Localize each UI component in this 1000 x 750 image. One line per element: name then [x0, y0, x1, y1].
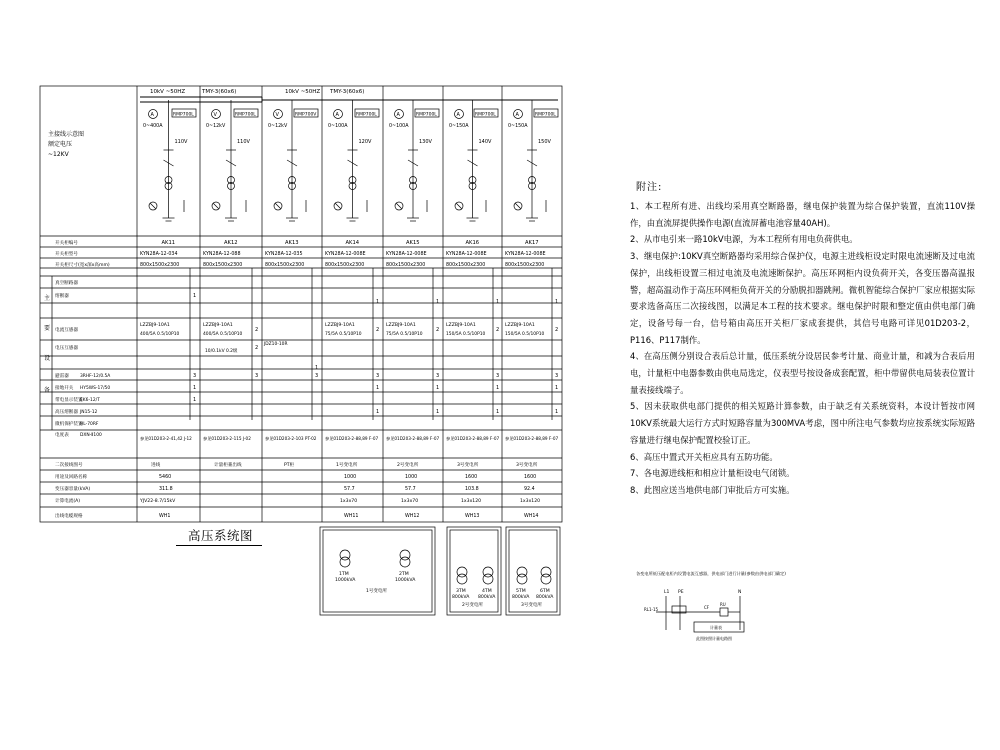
transformer-capacity: 800kVA — [452, 595, 470, 600]
quantity-mark: 3 — [315, 373, 319, 379]
capacity: 1000 — [405, 475, 418, 480]
transformer-symbol — [400, 550, 410, 567]
transformer-name: 2TM — [399, 572, 409, 577]
ct-model: LZZBJ9-10A1 — [446, 323, 476, 328]
transformer-box-3 — [506, 527, 560, 615]
cabinet-no: AK13 — [285, 240, 299, 246]
cabinet-type: KYN28A-12-088 — [203, 252, 241, 257]
cabinet-schematic — [455, 100, 499, 221]
quantity-mark: 1 — [555, 299, 559, 305]
metering-detail — [656, 596, 744, 632]
transformer-symbol — [457, 567, 467, 584]
note-item: 5、因未获取供电部门提供的相关短路计算参数，由于缺乏有关系统资料，本设计暂按市网10KV系统最大运行方式时短路容量为300MVA考虑，图中所注电气参数均应按系统实际短路容量进行继电保护配置校验订正。 — [630, 401, 975, 445]
detail-rl: RL1-15 — [644, 607, 659, 612]
cabinet-no: AK15 — [406, 240, 420, 246]
cabinet-schematic — [149, 100, 197, 221]
quantity-mark: 1 — [193, 293, 197, 299]
schematic-ref: 参见01D203-2-115 J-02 — [203, 436, 251, 441]
diagram-title: 高压系统图 — [188, 528, 254, 543]
equipment-model: HY5WS-17/50 — [80, 386, 111, 391]
transformer-capacity: 800kVA — [478, 595, 496, 600]
ct-spec: 400/5A 0.5/10P10 — [203, 332, 243, 337]
usage: 进线 — [151, 463, 161, 468]
cabinet-size: 800x1500x2300 — [140, 263, 180, 268]
transformer-capacity: 800kVA — [536, 595, 554, 600]
quantity-mark: 1 — [193, 385, 197, 391]
row-label: 电度表 — [55, 433, 69, 438]
cabinet-no: AK12 — [224, 240, 238, 246]
transformer-symbol — [517, 567, 527, 584]
quantity-mark: 1 — [496, 385, 500, 391]
box-label-2: 2号变电所 — [462, 603, 483, 608]
quantity-mark: 1 — [555, 385, 559, 391]
box-label-3: 3号变电所 — [521, 603, 542, 608]
row-label: 开关柜编号 — [55, 241, 78, 246]
row-label: 开关柜型号 — [55, 252, 78, 257]
quantity-mark: 1 — [436, 385, 440, 391]
schematic-ref: 参见01D203-2-103 PT-02 — [265, 436, 317, 441]
loop-no: WH14 — [524, 514, 539, 519]
row-label: 真空断路器 — [55, 281, 78, 286]
cabinet-no: AK14 — [345, 240, 360, 246]
quantity-mark: 3 — [255, 373, 259, 379]
cabinet-schematic — [334, 100, 380, 221]
capacity: 1600 — [524, 475, 537, 480]
transformer-capacity: 800kVA — [512, 595, 530, 600]
ammeter-symbol: V — [275, 112, 279, 118]
cabinet-no: AK16 — [465, 240, 480, 246]
cabinet-schematic — [212, 100, 259, 221]
usage: 2号变电所 — [397, 463, 419, 468]
ct-spec: 75/5A 0.5/10P10 — [386, 332, 423, 337]
side-label-4: 备 — [44, 387, 51, 394]
bus-label-3: 10kV ~50HZ — [285, 89, 321, 95]
bus-label-4: TMY-3(60x6) — [330, 89, 365, 95]
capacity: 1600 — [465, 475, 478, 480]
detail-foot: 此图按照计量电路图 — [696, 636, 732, 641]
detail-ru: RU — [720, 602, 726, 607]
cabinet-size: 800x1500x2300 — [203, 263, 243, 268]
row-labels — [55, 239, 110, 519]
usage: 3号变电所 — [457, 463, 479, 468]
cabinet-size: 800x1500x2300 — [505, 263, 545, 268]
relay-label: RMP700L — [535, 112, 556, 118]
row-label: 带电显示装置 — [55, 398, 83, 403]
range-label: 0~400A — [143, 124, 163, 129]
range-label: 0~150A — [449, 124, 469, 129]
ammeter-symbol: A — [150, 112, 154, 118]
ct-spec: 75/5A 0.5/10P10 — [325, 332, 362, 337]
cabinet-schematic — [274, 100, 319, 221]
quantity-mark: 3 — [436, 373, 440, 379]
quantity-mark: 1 — [376, 385, 380, 391]
current: 103.8 — [465, 487, 479, 492]
capacity: 1000 — [344, 475, 357, 480]
quantity-mark: 1 — [496, 299, 500, 305]
range-label: 0~100A — [389, 124, 409, 129]
cable: 1x3x120 — [461, 499, 482, 504]
quantity-mark: 1 — [436, 409, 440, 415]
note-item: 1、本工程所有进、出线均采用真空断路器，继电保护装置为综合保护装置，直流110V操作，由直流屏提供操作电源(直流屏蓄电池容量40AH)。 — [630, 201, 975, 228]
row-label: 高压熔断器 — [55, 410, 78, 415]
transformer-symbol — [483, 567, 493, 584]
row-label: 开关柜尺寸(宽x深x高mm) — [55, 263, 110, 268]
ct-spec: 400/5A 0.5/10P10 — [140, 332, 180, 337]
equipment-model: 10/0.1kV 0.2级 — [205, 349, 238, 354]
cabinet-size: 800x1500x2300 — [265, 263, 305, 268]
detail-n: N — [738, 590, 742, 595]
relay-label: RMP700L — [416, 112, 437, 118]
schematic-ref: 参见01D203-2-88,89 F-07 — [386, 436, 440, 441]
voltage-label: 110V — [174, 139, 188, 145]
cabinet-no: AK17 — [525, 240, 539, 246]
note-item: 7、各电源进线柜和相应计量柜设电气闭锁。 — [630, 468, 795, 479]
quantity-mark: 2 — [496, 327, 500, 333]
quantity-mark: 3 — [193, 373, 197, 379]
transformer-name: 5TM — [516, 589, 526, 594]
ammeter-symbol: V — [213, 112, 217, 118]
quantity-mark: 1 — [496, 409, 500, 415]
relay-label: RMP700L — [475, 112, 496, 118]
ct-spec: 150/5A 0.5/10P10 — [446, 332, 486, 337]
range-label: 0~100A — [328, 124, 348, 129]
current: 311.8 — [159, 487, 173, 492]
loop-no: WH13 — [465, 514, 480, 519]
cabinet-type: KYN28A-12-008E — [386, 252, 427, 257]
row-label: 避雷器 — [55, 374, 69, 379]
transformer-name: 1TM — [339, 572, 349, 577]
voltage-label: 140V — [478, 139, 492, 145]
voltage-label: 120V — [358, 139, 372, 145]
row-label: 微机保护装置 — [55, 422, 83, 427]
cabinet-schematics — [140, 100, 558, 268]
cabinet-type: KYN28A-12-008E — [446, 252, 487, 257]
cabinet-type: KYN28A-12-008E — [505, 252, 546, 257]
voltage-label: 150V — [538, 139, 551, 145]
quantity-mark: 1 — [193, 397, 197, 403]
equipment-model: JN15-12 — [80, 410, 98, 415]
row-label: 变压器容量(kVA) — [55, 487, 91, 492]
cabinet-no: AK11 — [161, 240, 176, 246]
transformer-name: 4TM — [482, 589, 492, 594]
row-label: 电压互感器 — [55, 346, 78, 351]
note-item: 3、继电保护:10KV真空断路器均采用综合保护仪，电源主进线柜设定时限电流速断及过电流保护，出线柜设置三相过电流及电流速断保护。高压环网柜内设负荷开关，各变压器高温报警，超高温动作于高压环网柜负荷开关的分励脱扣器跳闸。微机智能综合保护厂家应根据实际要求选备高压二次接线图，以满足本工程的技术要求。继电保护时限和整定值由供电部门确定，设备号每一台，信号箱由高压开关柜厂家成套提供，其信号电路可详见01D203-2，P116、P117制作。 — [630, 251, 975, 345]
busbar — [140, 97, 558, 102]
ammeter-symbol: A — [456, 112, 460, 118]
ct-model: LZZBJ9-10A1 — [140, 323, 170, 328]
range-label: 0~12kV — [206, 124, 226, 129]
note-item: 4、在高压侧分别设合表后总计量，低压系统分设居民参考计量、商业计量，和减为合表后用电，计量柜中电器参数由供电局选定，仪表型号按设备成套配置，柜中带留供电局装表位置计量表接线端子。 — [630, 351, 975, 395]
current: 57.7 — [405, 487, 416, 492]
schematic-ref: 参见01D203-2-88,89 F-07 — [446, 436, 500, 441]
quantity-mark: 2 — [255, 327, 259, 333]
ct-spec: 150/5A 0.5/10P10 — [505, 332, 545, 337]
cable: 1x3x120 — [520, 499, 541, 504]
quantity-mark: 2 — [555, 327, 559, 333]
range-label: 0~150A — [508, 124, 528, 129]
main-desc-1: 主接线示意图 — [48, 131, 85, 138]
ct-model: LZZBJ9-10A1 — [505, 323, 535, 328]
cabinet-schematic — [395, 100, 440, 221]
ct-model: LZZBJ9-10A1 — [203, 323, 233, 328]
notes-list — [630, 198, 975, 499]
main-desc-2: 额定电压 — [48, 141, 73, 148]
row-label: 二次接线图号 — [55, 463, 83, 468]
ct-model: LZZBJ9-10A1 — [325, 323, 355, 328]
transformer-name: 3TM — [456, 589, 466, 594]
range-label: 0~12kV — [268, 124, 288, 129]
table-cells — [79, 293, 559, 519]
cabinet-type: KYN28A-12-035 — [265, 252, 303, 257]
main-desc-3: ~12KV — [48, 151, 69, 158]
relay-label: RMP700L — [356, 112, 377, 118]
transformer-capacity: 1000kVA — [335, 578, 356, 583]
detail-pe: PE — [678, 590, 684, 595]
notes-title: 附注: — [636, 182, 663, 193]
relay-label: RMP700V — [295, 112, 317, 118]
row-label: 出线电缆规格 — [55, 514, 83, 519]
cabinet-size: 800x1500x2300 — [325, 263, 365, 268]
quantity-mark: 2 — [255, 345, 259, 351]
quantity-mark: 1 — [376, 409, 380, 415]
row-label: 接地开关 — [55, 386, 74, 391]
cabinet-size: 800x1500x2300 — [446, 263, 486, 268]
bus-label-2: TMY-3(60x6) — [202, 89, 237, 95]
ct-model: LZZBJ9-10A1 — [386, 323, 416, 328]
transformer-name: 6TM — [540, 589, 550, 594]
current: 57.7 — [344, 487, 355, 492]
side-label-3: 设 — [44, 355, 51, 362]
bus-label-1: 10kV ~50HZ — [150, 89, 186, 95]
ammeter-symbol: A — [335, 112, 339, 118]
title-underline — [176, 545, 262, 546]
schematic-ref: 参见01D203-2-88,89 F-07 — [505, 436, 559, 441]
usage: 1号变电所 — [336, 463, 358, 468]
row-label: 熔断器 — [55, 294, 69, 299]
detail-l1: L1 — [664, 590, 670, 595]
side-label-1: 主 — [44, 295, 51, 302]
quantity-mark: 2 — [376, 327, 380, 333]
row-label: 计算电流(A) — [55, 499, 81, 504]
relay-label: RMP700L — [235, 112, 256, 118]
cable: 1x3x70 — [340, 499, 358, 504]
loop-no: WH11 — [344, 514, 359, 519]
equipment-model: EK6-12/T — [80, 398, 100, 403]
ammeter-symbol: A — [515, 112, 519, 118]
quantity-mark: 3 — [496, 373, 500, 379]
note-item: 2、从市电引来一路10kV电源，为本工程所有用电负荷供电。 — [630, 234, 858, 245]
cabinet-type: KYN28A-12-034 — [140, 252, 178, 257]
capacity: 5460 — [159, 475, 172, 480]
cable: 1x3x70 — [401, 499, 419, 504]
quantity-mark: 1 — [315, 365, 319, 371]
quantity-mark: 1 — [376, 299, 380, 305]
equipment-model: 3RHF-12/0.5A — [80, 374, 111, 379]
voltage-label: 110V — [237, 139, 250, 145]
usage: PT柜 — [284, 463, 295, 468]
detail-meter: 计量表 — [710, 625, 722, 630]
equipment-model: JDZ10-10R — [264, 342, 288, 347]
current: 92.4 — [524, 487, 535, 492]
system-table — [40, 86, 562, 522]
row-label: 电流互感器 — [55, 328, 78, 333]
detail-caption: 各变电所低压配电柜内设置电流互感器，供电部门进行计量(参数由供电部门确定) — [636, 571, 786, 576]
side-label-2: 要 — [44, 325, 51, 332]
usage: 计量柜兼出线 — [214, 463, 242, 468]
quantity-mark: 3 — [555, 373, 559, 379]
transformer-box-1 — [320, 527, 435, 615]
note-item: 6、高压中置式开关柜应具有五防功能。 — [630, 451, 778, 462]
cable: YJV22-8.7/15kV — [140, 499, 176, 504]
quantity-mark: 2 — [436, 327, 440, 333]
transformer-symbol — [541, 567, 551, 584]
loop-no: WH1 — [159, 514, 171, 519]
usage: 3号变电所 — [516, 463, 538, 468]
loop-no: WH12 — [405, 514, 420, 519]
box-label-1: 1号变电所 — [366, 589, 387, 594]
equipment-model: HL-70RF — [80, 422, 99, 427]
relay-label: RMP700L — [173, 112, 194, 118]
row-label: 用途及回路名称 — [55, 475, 88, 480]
ammeter-symbol: A — [396, 112, 400, 118]
note-item: 8、此图应送当地供电部门审批后方可实施。 — [630, 484, 795, 495]
quantity-mark: 1 — [555, 409, 559, 415]
voltage-label: 130V — [419, 139, 432, 145]
schematic-ref: 参见01D203-2-88,89 F-07 — [325, 436, 379, 441]
cabinet-size: 800x1500x2300 — [386, 263, 426, 268]
quantity-mark: 1 — [436, 299, 440, 305]
quantity-mark: 3 — [376, 373, 380, 379]
equipment-model: DXN-Ⅱ100 — [80, 433, 102, 438]
cabinet-type: KYN28A-12-008E — [325, 252, 366, 257]
cabinet-schematic — [514, 100, 559, 221]
schematic-ref: 参见01D203-2-41,42 J-12 — [140, 436, 192, 441]
transformer-capacity: 1000kVA — [395, 578, 416, 583]
detail-cf: CF — [704, 605, 710, 610]
transformer-symbol — [340, 550, 350, 567]
